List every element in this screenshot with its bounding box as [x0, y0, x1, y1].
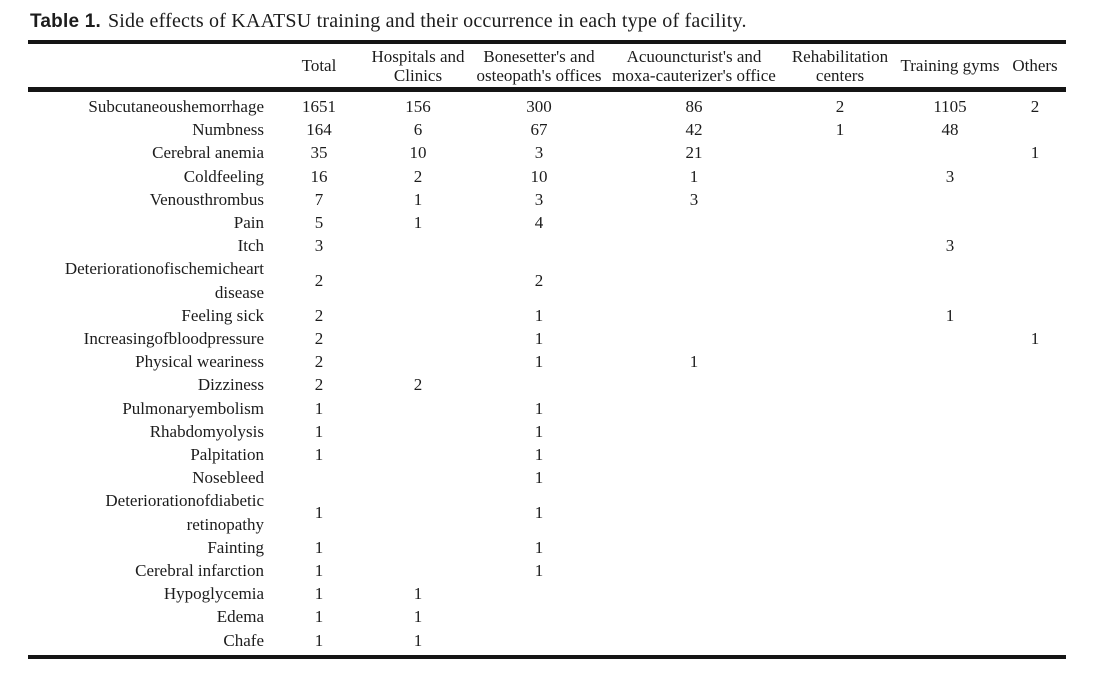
table-cell: 1 — [534, 329, 544, 349]
table-cell — [896, 582, 1004, 605]
table-row — [28, 397, 1066, 420]
column-header-6: Others — [1012, 56, 1058, 75]
table-cell — [1004, 605, 1066, 628]
table-header-row — [28, 42, 1066, 90]
table-cell — [784, 350, 896, 373]
table-cell — [784, 141, 896, 164]
table-cell — [784, 420, 896, 443]
table-cell — [604, 536, 784, 559]
table-cell: 164 — [306, 120, 332, 140]
table-cell — [1004, 420, 1066, 443]
table-cell: 1 — [534, 561, 544, 581]
table-cell — [1004, 489, 1066, 535]
table-cell — [896, 466, 1004, 489]
table-row — [28, 420, 1066, 443]
table-cell — [604, 559, 784, 582]
table-cell — [784, 559, 896, 582]
table-cell — [362, 327, 474, 350]
table-cell — [604, 629, 784, 657]
table-cell — [784, 466, 896, 489]
table-cell — [1004, 466, 1066, 489]
table-cell: 156 — [405, 97, 431, 116]
table-cell — [1004, 350, 1066, 373]
table-cell: 3 — [534, 143, 544, 163]
row-label: Chafe — [223, 630, 264, 650]
table-cell: 1 — [689, 352, 699, 372]
table-cell — [604, 211, 784, 234]
table-cell: 2 — [314, 375, 324, 395]
table-cell: 10 — [409, 143, 427, 163]
row-label: Palpitation — [190, 445, 264, 465]
table-cell — [604, 582, 784, 605]
table-cell: 1 — [689, 166, 699, 186]
row-label: Numbness — [192, 120, 264, 140]
table-cell: 1 — [534, 352, 544, 372]
table-cell: 1 — [534, 421, 544, 441]
table-cell — [896, 327, 1004, 350]
table-cell: 1 — [314, 503, 324, 523]
table-cell — [896, 536, 1004, 559]
table-cell — [784, 304, 896, 327]
row-label: Increasingofbloodpressure — [83, 329, 264, 349]
table-cell: 1 — [534, 305, 544, 325]
table-row — [28, 559, 1066, 582]
table-cell: 2 — [314, 329, 324, 349]
table-row — [28, 234, 1066, 257]
table-cell: 3 — [314, 236, 324, 256]
table-cell — [1004, 165, 1066, 188]
table-cell — [1004, 559, 1066, 582]
table-cell — [362, 350, 474, 373]
table-cell: 1 — [534, 398, 544, 418]
table-cell: 1 — [314, 398, 324, 418]
table-row — [28, 304, 1066, 327]
table-header — [28, 42, 1066, 90]
table-row — [28, 211, 1066, 234]
table-cell — [1004, 304, 1066, 327]
column-header-0: Total — [301, 56, 337, 75]
table-cell — [784, 443, 896, 466]
row-label: Pulmonaryembolism — [122, 398, 264, 418]
table-row — [28, 257, 1066, 303]
table-cell: 35 — [310, 143, 328, 163]
table-cell: 1 — [945, 305, 955, 325]
table-cell: 1 — [534, 503, 544, 523]
table-cell — [604, 234, 784, 257]
table-cell: 2 — [314, 305, 324, 325]
table-cell: 42 — [685, 120, 703, 140]
row-label: Nosebleed — [192, 468, 264, 488]
table-cell: 1 — [1030, 143, 1040, 163]
table-cell — [362, 536, 474, 559]
table-row — [28, 373, 1066, 396]
table-cell: 10 — [530, 166, 548, 186]
table-cell — [896, 420, 1004, 443]
column-header-5: Training gyms — [900, 56, 1000, 75]
table-cell: 2 — [413, 166, 423, 186]
table-cell — [604, 257, 784, 303]
table-cell: 2 — [413, 375, 423, 395]
row-label: Cerebral anemia — [152, 143, 264, 163]
table-row — [28, 141, 1066, 164]
table-cell — [1004, 397, 1066, 420]
table-cell: 16 — [310, 166, 328, 186]
table-cell: 2 — [534, 271, 544, 291]
table-cell — [784, 188, 896, 211]
table-cell — [604, 605, 784, 628]
table-cell: 2 — [314, 271, 324, 291]
table-cell: 1 — [534, 468, 544, 488]
table-cell — [474, 373, 604, 396]
table-row — [28, 605, 1066, 628]
table-row — [28, 327, 1066, 350]
table-cell — [1004, 582, 1066, 605]
row-label: Feeling sick — [181, 305, 264, 325]
table-cell — [604, 466, 784, 489]
table-caption — [30, 8, 1070, 35]
table-cell: 5 — [314, 213, 324, 233]
table-cell: 2 — [1030, 97, 1040, 116]
row-label: Dizziness — [197, 375, 264, 395]
table-cell — [604, 443, 784, 466]
table-cell — [276, 466, 362, 489]
table-cell: 4 — [534, 213, 544, 233]
table-cell: 1 — [534, 537, 544, 557]
table-body — [28, 90, 1066, 657]
row-label: Physical weariness — [135, 352, 264, 372]
table-cell — [784, 629, 896, 657]
table-row — [28, 118, 1066, 141]
table-cell — [362, 559, 474, 582]
table-cell — [784, 373, 896, 396]
table-cell — [604, 304, 784, 327]
row-label: Subcutaneoushemorrhage — [88, 97, 264, 116]
table-row — [28, 466, 1066, 489]
table-cell: 2 — [314, 352, 324, 372]
table-cell — [896, 489, 1004, 535]
row-label: Itch — [237, 236, 264, 256]
table-cell: 1 — [314, 630, 324, 650]
table-cell — [784, 582, 896, 605]
table-cell: 6 — [413, 120, 423, 140]
table-cell: 86 — [685, 97, 703, 116]
table-cell — [896, 629, 1004, 657]
table-row — [28, 443, 1066, 466]
table-cell — [362, 489, 474, 535]
table-cell — [896, 443, 1004, 466]
table-cell — [1004, 118, 1066, 141]
table-cell — [604, 397, 784, 420]
table-cell — [1004, 234, 1066, 257]
table-cell — [1004, 536, 1066, 559]
table-cell: 48 — [941, 120, 959, 140]
column-header-3: Acuouncturist's and moxa-cauterizer's office — [612, 46, 776, 85]
row-label: Hypoglycemia — [163, 584, 264, 604]
table-cell — [896, 257, 1004, 303]
row-label: Cerebral infarction — [135, 561, 264, 581]
table-cell: 300 — [526, 97, 552, 116]
column-header-2: Bonesetter's and osteopath's offices — [476, 46, 602, 85]
table-cell: 1 — [1030, 329, 1040, 349]
table-cell — [1004, 443, 1066, 466]
row-label: Deteriorationofdiabetic retinopathy — [105, 491, 264, 534]
row-label: Edema — [216, 607, 264, 627]
table-cell: 1 — [314, 421, 324, 441]
table-cell — [896, 350, 1004, 373]
table-cell — [474, 234, 604, 257]
table-cell — [784, 257, 896, 303]
table-cell: 67 — [530, 120, 548, 140]
table-row — [28, 90, 1066, 119]
table-cell — [1004, 211, 1066, 234]
table-cell — [474, 605, 604, 628]
table-cell — [604, 420, 784, 443]
table-caption-text: Side effects of KAATSU training and their occurrence in each type of facility. — [107, 10, 747, 32]
table-cell: 3 — [945, 236, 955, 256]
row-label: Coldfeeling — [183, 166, 264, 186]
table-cell: 21 — [685, 143, 703, 163]
table-cell — [896, 559, 1004, 582]
table-cell — [896, 373, 1004, 396]
table-cell: 1 — [314, 537, 324, 557]
table-row — [28, 629, 1066, 657]
column-header-empty — [28, 42, 276, 90]
table-cell: 1 — [413, 189, 423, 209]
table-cell: 3 — [689, 189, 699, 209]
table-cell: 1 — [413, 630, 423, 650]
row-label: Pain — [233, 213, 264, 233]
table-row — [28, 582, 1066, 605]
table-cell — [362, 257, 474, 303]
table-cell: 1 — [534, 445, 544, 465]
table-cell — [1004, 629, 1066, 657]
table-cell: 1 — [835, 120, 845, 140]
table-cell — [784, 327, 896, 350]
table-row — [28, 489, 1066, 535]
row-label: Fainting — [207, 537, 264, 557]
table-cell — [1004, 257, 1066, 303]
table-cell — [362, 466, 474, 489]
table-row — [28, 536, 1066, 559]
table-cell: 3 — [945, 166, 955, 186]
table-cell: 7 — [314, 189, 324, 209]
table-cell — [474, 629, 604, 657]
table-cell — [1004, 373, 1066, 396]
table-row — [28, 188, 1066, 211]
table-cell — [896, 605, 1004, 628]
table-cell — [362, 443, 474, 466]
table-cell — [784, 536, 896, 559]
table-cell — [604, 489, 784, 535]
table-cell: 1 — [314, 445, 324, 465]
table-cell — [896, 141, 1004, 164]
table-cell: 1 — [413, 607, 423, 627]
table-cell: 2 — [835, 97, 845, 116]
column-header-1: Hospitals and Clinics — [371, 46, 465, 85]
table-cell — [896, 211, 1004, 234]
table-cell — [474, 582, 604, 605]
row-label: Rhabdomyolysis — [149, 421, 264, 441]
side-effects-table — [28, 40, 1066, 659]
table-cell: 1 — [314, 584, 324, 604]
table-cell: 1 — [314, 607, 324, 627]
table-caption-number: Table 1. — [30, 11, 101, 32]
table-cell — [784, 397, 896, 420]
row-label: Deteriorationofischemicheart disease — [64, 259, 264, 302]
table-cell — [362, 397, 474, 420]
column-header-4: Rehabilitation centers — [791, 46, 889, 85]
table-cell — [896, 188, 1004, 211]
table-cell: 1105 — [933, 97, 967, 116]
table-row — [28, 165, 1066, 188]
table-cell — [784, 234, 896, 257]
table-cell: 1 — [413, 584, 423, 604]
table-cell — [362, 234, 474, 257]
table-cell — [362, 420, 474, 443]
table-cell — [784, 489, 896, 535]
table-cell — [784, 605, 896, 628]
table-cell — [604, 373, 784, 396]
table-cell — [784, 165, 896, 188]
table-cell — [784, 211, 896, 234]
table-cell — [362, 304, 474, 327]
table-cell: 1 — [314, 561, 324, 581]
table-cell: 3 — [534, 189, 544, 209]
row-label: Venousthrombus — [149, 189, 264, 209]
table-cell — [896, 397, 1004, 420]
table-cell — [604, 327, 784, 350]
table-row — [28, 350, 1066, 373]
table-cell — [1004, 188, 1066, 211]
table-cell: 1 — [413, 213, 423, 233]
table-cell: 1651 — [302, 97, 336, 116]
